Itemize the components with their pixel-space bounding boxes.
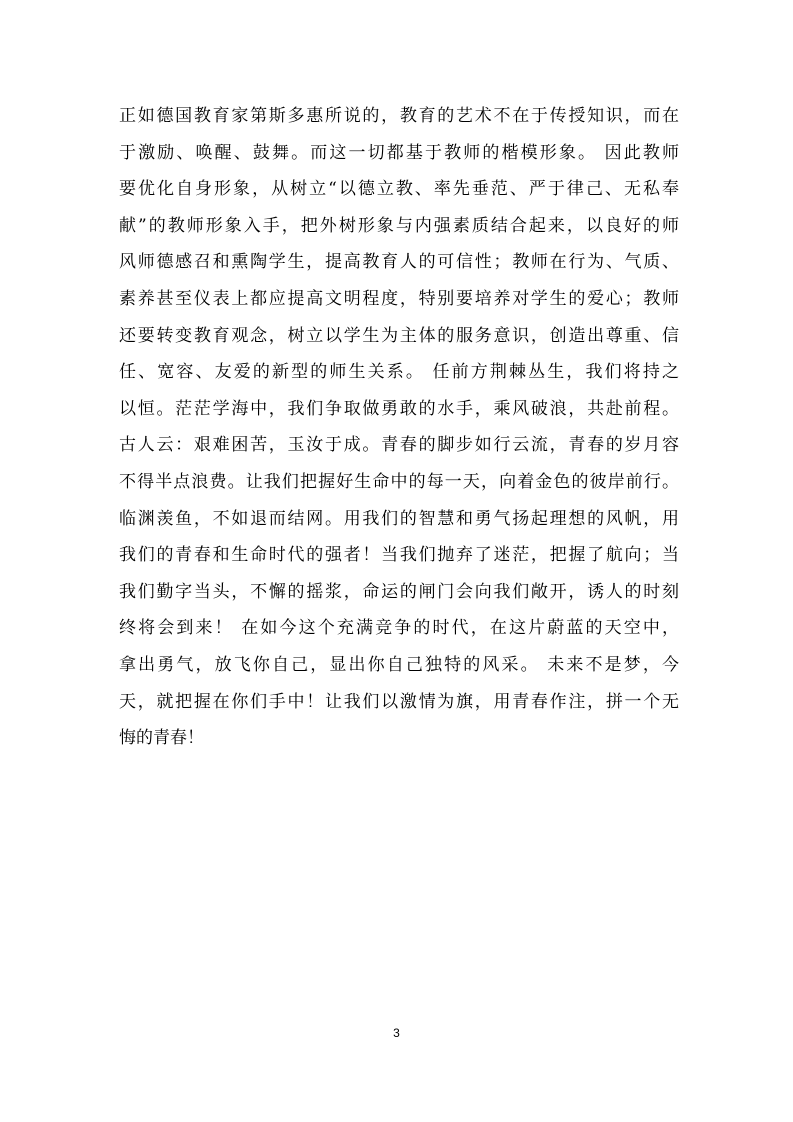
text-line-9: 以恒。茫茫学海中，我们争取做勇敢的水手，乘风破浪，共赴前程。 xyxy=(119,398,679,419)
text-line-13: 我们的青春和生命时代的强者！当我们抛弃了迷茫，把握了航向；当 xyxy=(119,545,679,566)
text-line-10: 古人云：艰难困苦，玉汝于成。青春的脚步如行云流，青春的岁月容 xyxy=(119,435,679,456)
text-line-12: 临渊羡鱼，不如退而结网。用我们的智慧和勇气扬起理想的风帆，用 xyxy=(119,508,679,529)
text-line-6: 素养甚至仪表上都应提高文明程度，特别要培养对学生的爱心；教师 xyxy=(119,288,679,309)
text-line-16: 拿出勇气，放飞你自己，显出你自己独特的风采。 未来不是梦，今 xyxy=(119,654,679,675)
text-line-2: 于激励、唤醒、鼓舞。而这一切都基于教师的楷模形象。 因此教师 xyxy=(119,142,679,163)
text-line-8: 任、宽容、友爱的新型的师生关系。 任前方荆棘丛生，我们将持之 xyxy=(119,362,679,383)
text-line-3: 要优化自身形象，从树立“以德立教、率先垂范、严于律己、无私奉 xyxy=(119,179,679,200)
text-line-7: 还要转变教育观念，树立以学生为主体的服务意识，创造出尊重、信 xyxy=(119,325,679,346)
text-line-15: 终将会到来！ 在如今这个充满竞争的时代，在这片蔚蓝的天空中， xyxy=(119,618,679,639)
text-line-18: 悔的青春！ xyxy=(119,728,204,749)
text-line-1: 正如德国教育家第斯多惠所说的，教育的艺术不在于传授知识，而在 xyxy=(119,106,679,126)
text-line-4: 献”的教师形象入手，把外树形象与内强素质结合起来，以良好的师 xyxy=(119,215,679,236)
body-text xyxy=(119,98,679,757)
text-line-5: 风师德感召和熏陶学生，提高教育人的可信性；教师在行为、气质、 xyxy=(119,252,679,273)
text-line-11: 不得半点浪费。让我们把握好生命中的每一天，向着金色的彼岸前行。 xyxy=(119,471,679,492)
text-line-17: 天，就把握在你们手中！让我们以激情为旗，用青春作注，拼一个无 xyxy=(119,691,679,712)
text-line-14: 我们勤字当头，不懈的摇浆，命运的闸门会向我们敞开，诱人的时刻 xyxy=(119,581,679,602)
page-number: 3 xyxy=(393,1026,400,1040)
